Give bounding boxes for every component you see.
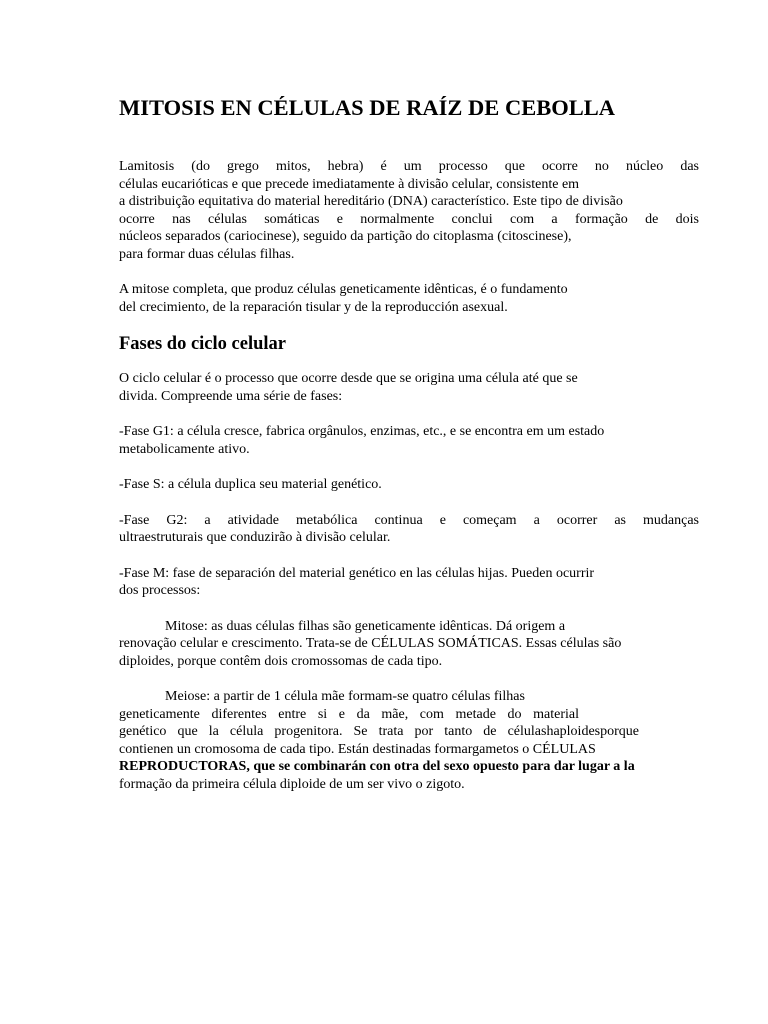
intro-line: Lamitosis (do grego mitos, hebra) é um processo que ocorre no núcleo das: [119, 159, 699, 174]
document-title: MITOSIS EN CÉLULAS DE RAÍZ DE CEBOLLA: [119, 95, 615, 120]
phase-g1-line: -Fase G1: a célula cresce, fabrica orgânulos, enzimas, etc., e se encontra em um estado: [119, 424, 605, 439]
mitose-paragraph: [119, 618, 699, 671]
phase-g2-line: -Fase G2: a atividade metabólica continua e começam a ocorrer as mudanças: [119, 512, 699, 528]
mitose-line: Mitose: as duas células filhas são geneticamente idênticas. Dá origem a: [165, 618, 566, 634]
phase-s-line: -Fase S: a célula duplica seu material genético.: [119, 477, 382, 492]
phase-m: [119, 565, 699, 600]
second-line: del crecimiento, de la reparación tisular y de la reproducción asexual.: [119, 299, 508, 315]
section-heading: Fases do ciclo celular: [119, 334, 286, 354]
phase-g1: [119, 423, 699, 458]
second-paragraph: [119, 281, 699, 316]
phase-m-line: -Fase M: fase de separación del material genético en las células hijas. Pueden ocurrir: [119, 565, 595, 581]
intro-line: a distribuição equitativa do material hereditário (DNA) característico. Este tipo de divisão: [119, 194, 623, 209]
intro-line: núcleos separados (cariocinese), seguido da partição do citoplasma (citoscinese),: [119, 229, 572, 244]
document-content: [119, 94, 699, 793]
phase-g1-line: metabolicamente ativo.: [119, 441, 250, 457]
phase-m-line: dos processos:: [119, 583, 201, 598]
cycle-line: divida. Compreende uma série de fases:: [119, 388, 343, 404]
intro-line: para formar duas células filhas.: [119, 246, 295, 262]
cycle-line: O ciclo celular é o processo que ocorre desde que se origina uma célula até que se: [119, 371, 578, 386]
meiose-line-bold: REPRODUCTORAS, que se combinarán con otra del sexo opuesto para dar lugar a la: [119, 759, 635, 774]
intro-paragraph: [119, 158, 699, 263]
mitose-line: diploides, porque contêm dois cromossomas de cada tipo.: [119, 653, 443, 669]
intro-line: células eucarióticas e que precede imediatamente à divisão celular, consistente em: [119, 176, 580, 192]
meiose-line: Meiose: a partir de 1 célula mãe formam-se quatro células filhas: [165, 689, 525, 704]
meiose-line: geneticamente diferentes entre si e da mãe, com metade do material: [119, 706, 579, 722]
meiose-line: contienen un cromosoma de cada tipo. Están destinadas formargametos o CÉLULAS: [119, 741, 596, 757]
phase-g2: [119, 512, 699, 547]
intro-line: ocorre nas células somáticas e normalmente conclui com a formação de dois: [119, 211, 699, 227]
second-line: A mitose completa, que produz células geneticamente idênticas, é o fundamento: [119, 282, 568, 297]
meiose-line: genético que la célula progenitora. Se trata por tanto de célulashaploidesporque: [119, 724, 639, 739]
phase-s: [119, 476, 699, 494]
mitose-line: renovação celular e crescimento. Trata-se de CÉLULAS SOMÁTICAS. Essas células são: [119, 636, 622, 651]
meiose-line: formação da primeira célula diploide de um ser vivo o zigoto.: [119, 776, 465, 792]
meiose-paragraph: [119, 688, 699, 793]
phase-g2-line: ultraestruturais que conduzirão à divisão celular.: [119, 530, 391, 545]
cycle-paragraph: [119, 370, 699, 405]
